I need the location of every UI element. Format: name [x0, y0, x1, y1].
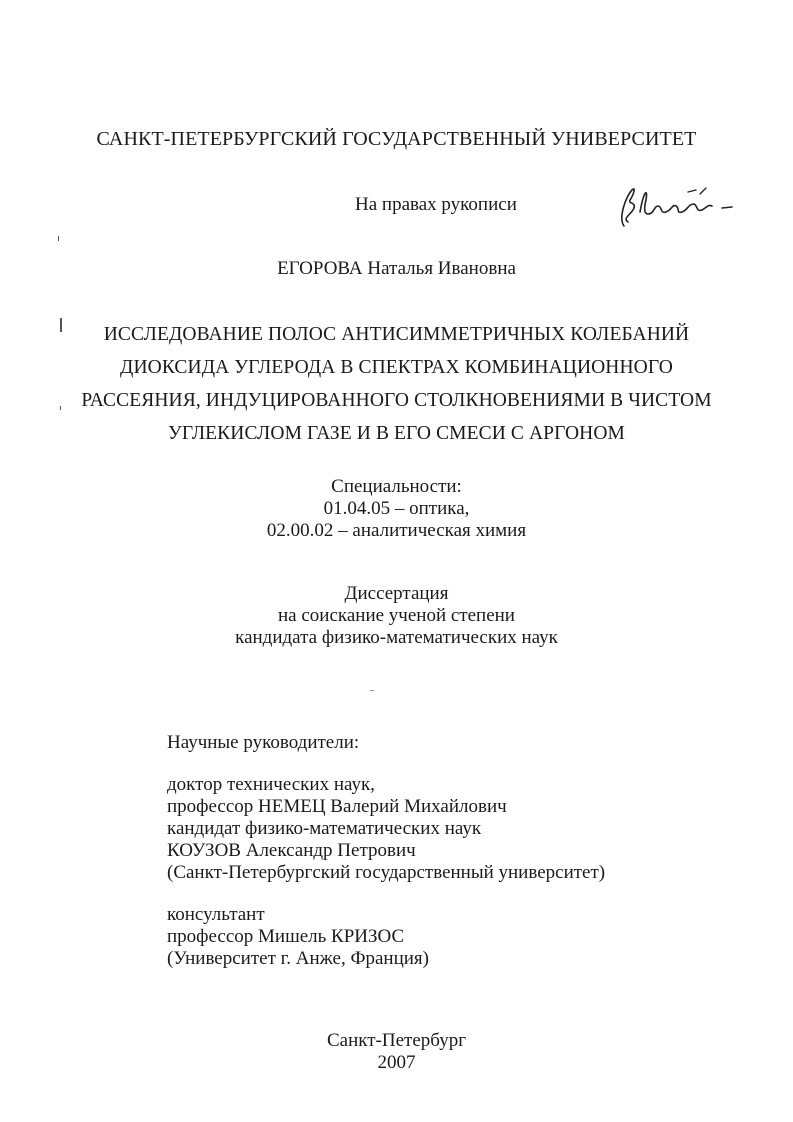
- consultant-name: профессор Мишель КРИЗОС: [167, 926, 405, 947]
- supervisor-line: профессор НЕМЕЦ Валерий Михайлович: [167, 796, 507, 817]
- supervisor-line: доктор технических наук,: [167, 774, 375, 795]
- specialty-item: 01.04.05 – оптика,: [323, 498, 470, 519]
- scan-mark: [370, 690, 374, 691]
- specialty-item: 02.00.02 – аналитическая химия: [266, 520, 527, 541]
- supervisor-line: КОУЗОВ Александр Петрович: [167, 840, 416, 861]
- consultant-label: консультант: [167, 904, 265, 925]
- scan-mark: [60, 318, 62, 332]
- consultant-affiliation: (Университет г. Анже, Франция): [167, 948, 429, 969]
- thesis-title-line-1: ИССЛЕДОВАНИЕ ПОЛОС АНТИСИММЕТРИЧНЫХ КОЛЕБАНИЙ: [103, 324, 690, 345]
- dissertation-degree-line: на соискание ученой степени: [278, 605, 515, 626]
- scan-mark: [58, 236, 59, 241]
- city: Санкт-Петербург: [326, 1030, 466, 1051]
- thesis-title-line-3: РАССЕЯНИЯ, ИНДУЦИРОВАННОГО СТОЛКНОВЕНИЯМИ В ЧИСТОМ: [81, 390, 712, 411]
- author-name: ЕГОРОВА Наталья Ивановна: [277, 258, 516, 279]
- thesis-title-line-2: ДИОКСИДА УГЛЕРОДА В СПЕКТРАХ КОМБИНАЦИОННОГО: [120, 357, 673, 378]
- university-name: САНКТ-ПЕТЕРБУРГСКИЙ ГОСУДАРСТВЕННЫЙ УНИВЕРСИТЕТ: [96, 128, 697, 150]
- supervisor-affiliation: (Санкт-Петербургский государственный университет): [167, 862, 606, 883]
- dissertation-degree-field: кандидата физико-математических наук: [235, 627, 558, 648]
- specialties-label: Специальности:: [331, 476, 462, 497]
- handwritten-signature: [610, 178, 740, 238]
- thesis-title-line-4: УГЛЕКИСЛОМ ГАЗЕ И В ЕГО СМЕСИ С АРГОНОМ: [168, 423, 625, 444]
- dissertation-label: Диссертация: [344, 583, 449, 604]
- supervisors-label: Научные руководители:: [167, 732, 360, 753]
- year: 2007: [377, 1052, 416, 1073]
- manuscript-note: На правах рукописи: [355, 194, 517, 215]
- supervisor-line: кандидат физико-математических наук: [167, 818, 482, 839]
- scan-mark: [60, 406, 61, 410]
